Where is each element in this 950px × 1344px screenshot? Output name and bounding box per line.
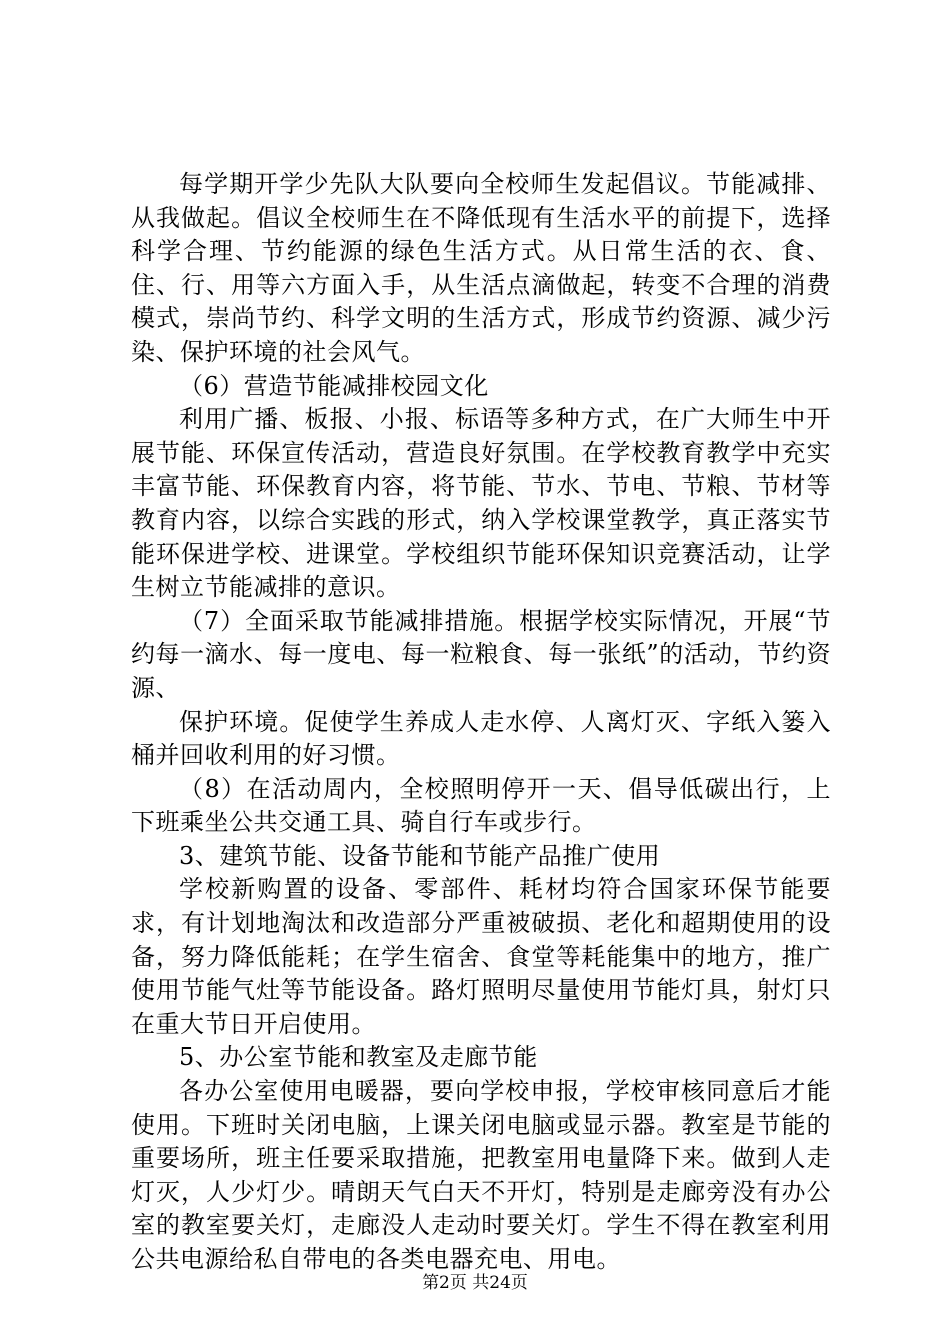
heading-building-energy: 3、建筑节能、设备节能和节能产品推广使用 [179,841,661,870]
paragraph-office-rules: 各办公室使用电暖器，要向学校申报，学校审核同意后才能使用。下班时关闭电脑，上课关闭电脑或显示器。教室是节能的重要场所，班主任要采取措施，把教室用电量降下来。做到人走灯灭，人少灯少。晴朗天气白天不开灯，特别是走廊旁没有办公室的教室要关灯，走廊没人走动时要关灯。学生不得在教室利用公共电源给私自带电的各类电器充电、用电。 [131,1077,831,1273]
paragraph-protect-environment: 保护环境。促使学生养成人走水停、人离灯灭、字纸入篓入桶并回收利用的好习惯。 [131,707,831,770]
paragraph-measures: （7）全面采取节能减排措施。根据学校实际情况，开展“节约每一滴水、每一度电、每一粒粮食、每一张纸”的活动，节约资源、 [131,606,831,702]
heading-office-classroom: 5、办公室节能和教室及走廊节能 [179,1043,538,1072]
paragraph-activity-week: （8）在活动周内，全校照明停开一天、倡导低碳出行，上下班乘坐公共交通工具、骑自行车或步行。 [131,774,831,837]
heading-campus-culture: （6）营造节能减排校园文化 [179,371,489,400]
paragraph-equipment: 学校新购置的设备、零部件、耗材均符合国家环保节能要求，有计划地淘汰和改造部分严重被破损、老化和超期使用的设备，努力降低能耗；在学生宿舍、食堂等耗能集中的地方，推广使用节能气灶等节能设备。路灯照明尽量使用节能灯具，射灯只在重大节日开启使用。 [131,875,831,1038]
page-footer: 第2页 共24页 [422,1273,528,1293]
paragraph-publicity: 利用广播、板报、小报、标语等多种方式，在广大师生中开展节能、环保宣传活动，营造良好氛围。在学校教育教学中充实丰富节能、环保教育内容，将节能、节水、节电、节粮、节材等教育内容，以综合实践的形式，纳入学校课堂教学，真正落实节能环保进学校、进课堂。学校组织节能环保知识竞赛活动，让学生树立节能减排的意识。 [131,405,831,602]
paragraph-pioneer-initiative: 每学期开学少先队大队要向全校师生发起倡议。节能减排、从我做起。倡议全校师生在不降低现有生活水平的前提下，选择科学合理、节约能源的绿色生活方式。从日常生活的衣、食、住、行、用等六方面入手，从生活点滴做起，转变不合理的消费模式，崇尚节约、科学文明的生活方式，形成节约资源、减少污染、保护环境的社会风气。 [131,170,831,366]
document-body [131,168,831,1277]
